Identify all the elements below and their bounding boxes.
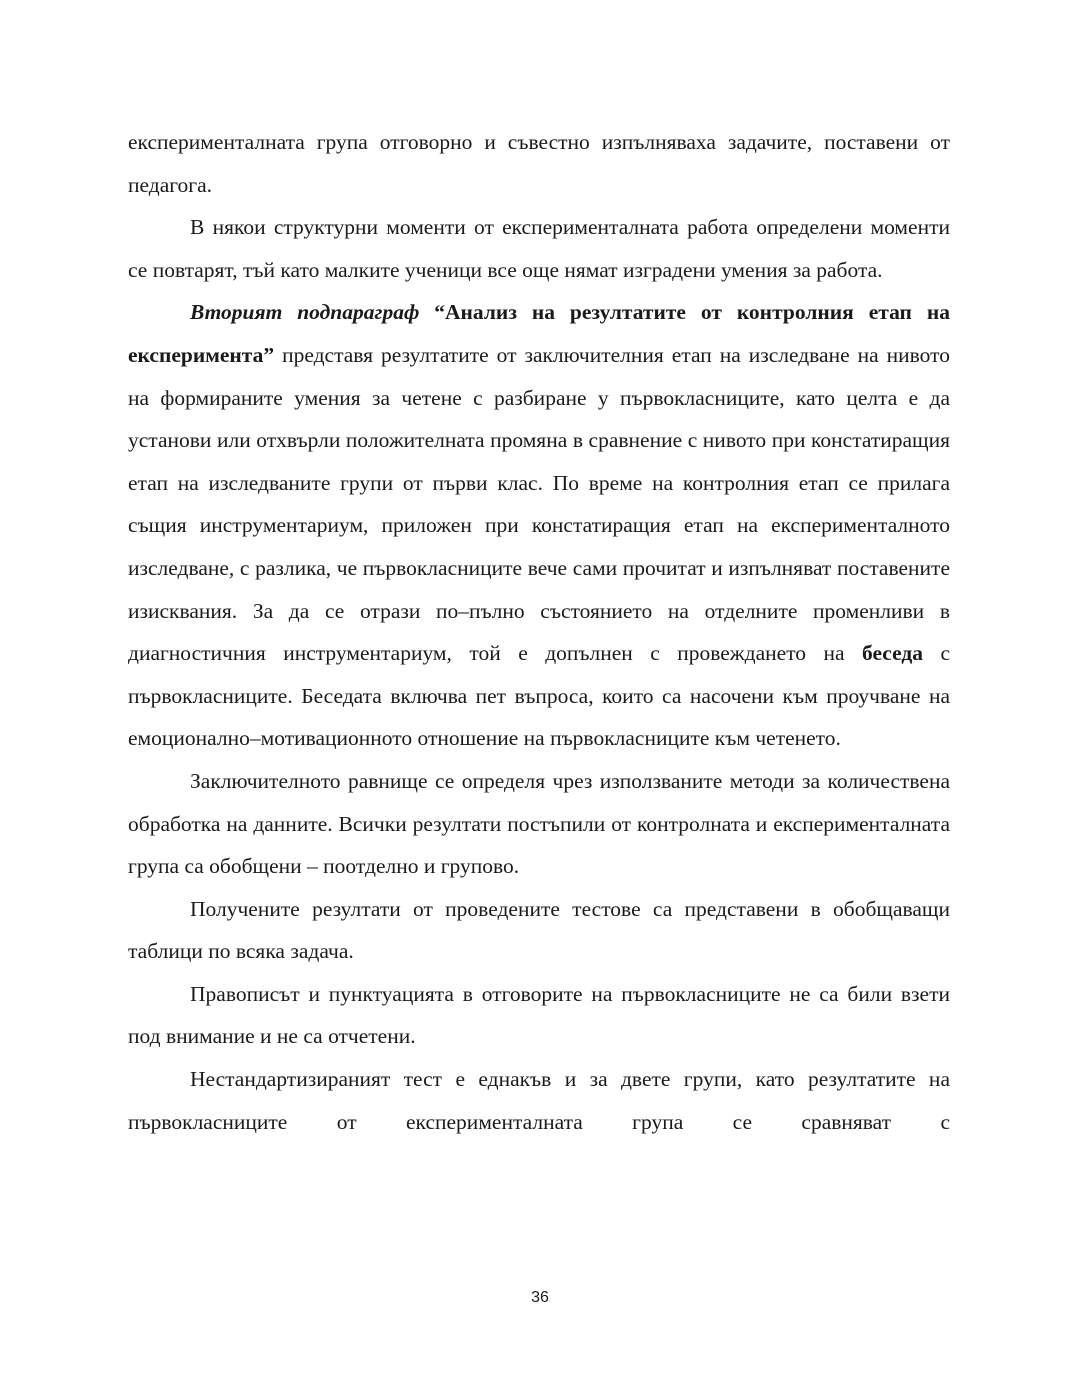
paragraph-7 [128, 1058, 950, 1143]
bold-term: беседа [862, 641, 923, 666]
page-number: 36 [531, 1289, 549, 1306]
paragraph-6 [128, 973, 950, 1058]
paragraph-2-text: В някои структурни моменти от експерименталната работа определени моменти се повтарят, тъй като малките ученици все още нямат изградени умения за работа. [128, 215, 950, 282]
paragraph-3-space [419, 300, 434, 324]
paragraph-3 [128, 291, 950, 760]
paragraph-1 [128, 121, 950, 206]
paragraph-3-text-b: с първокласниците. Беседата включва пет въпроса, които са насочени към проучване на емоционално–мотивационното отношение на първокласниците към четенето. [128, 641, 950, 751]
body-text [128, 121, 950, 1143]
subparagraph-label: Вторият подпараграф [190, 300, 420, 325]
paragraph-2 [128, 206, 950, 291]
paragraph-6-text: Правописът и пунктуацията в отговорите на първокласниците не са били взети под внимание и не са отчетени. [128, 981, 950, 1049]
paragraph-3-text-a: представя резултатите от заключителния етап на изследване на нивото на формираните умения за четене с разбиране у първокласниците, като целта е да установи или отхвърли положителната промяна в сравнение с нивото при констатиращия етап на изследваните групи от първи клас. По време на контролния етап се прилага същия инструментариум, приложен при констатиращия етап на експерименталното изследване, с разлика, че първокласниците вече сами прочитат и изпълняват поставените изисквания. За да се отрази по–пълно състоянието на отделните променливи в диагностичния инструментариум, той е допълнен с провеждането на [128, 342, 950, 666]
paragraph-4-text: Заключителното равнище се определя чрез използваните методи за количествена обработка на данните. Всички резултати постъпили от контролната и експерименталната група са обобщени – поотделно и групово. [128, 768, 950, 879]
paragraph-7-text: Нестандартизираният тест е еднакъв и за двете групи, като резултатите на първокласниците от експерименталната група се сравняват с [128, 1067, 950, 1134]
paragraph-5 [128, 888, 950, 973]
paragraph-5-text: Получените резултати от проведените тестове са представени в обобщаващи таблици по всяка задача. [128, 896, 950, 964]
paragraph-4 [128, 760, 950, 888]
paragraph-1-text: експерименталната група отговорно и съвестно изпълняваха задачите, поставени от педагога. [128, 130, 950, 197]
subparagraph-title: “Анализ на резултатите от контролния етап на експеримента” [128, 300, 950, 367]
